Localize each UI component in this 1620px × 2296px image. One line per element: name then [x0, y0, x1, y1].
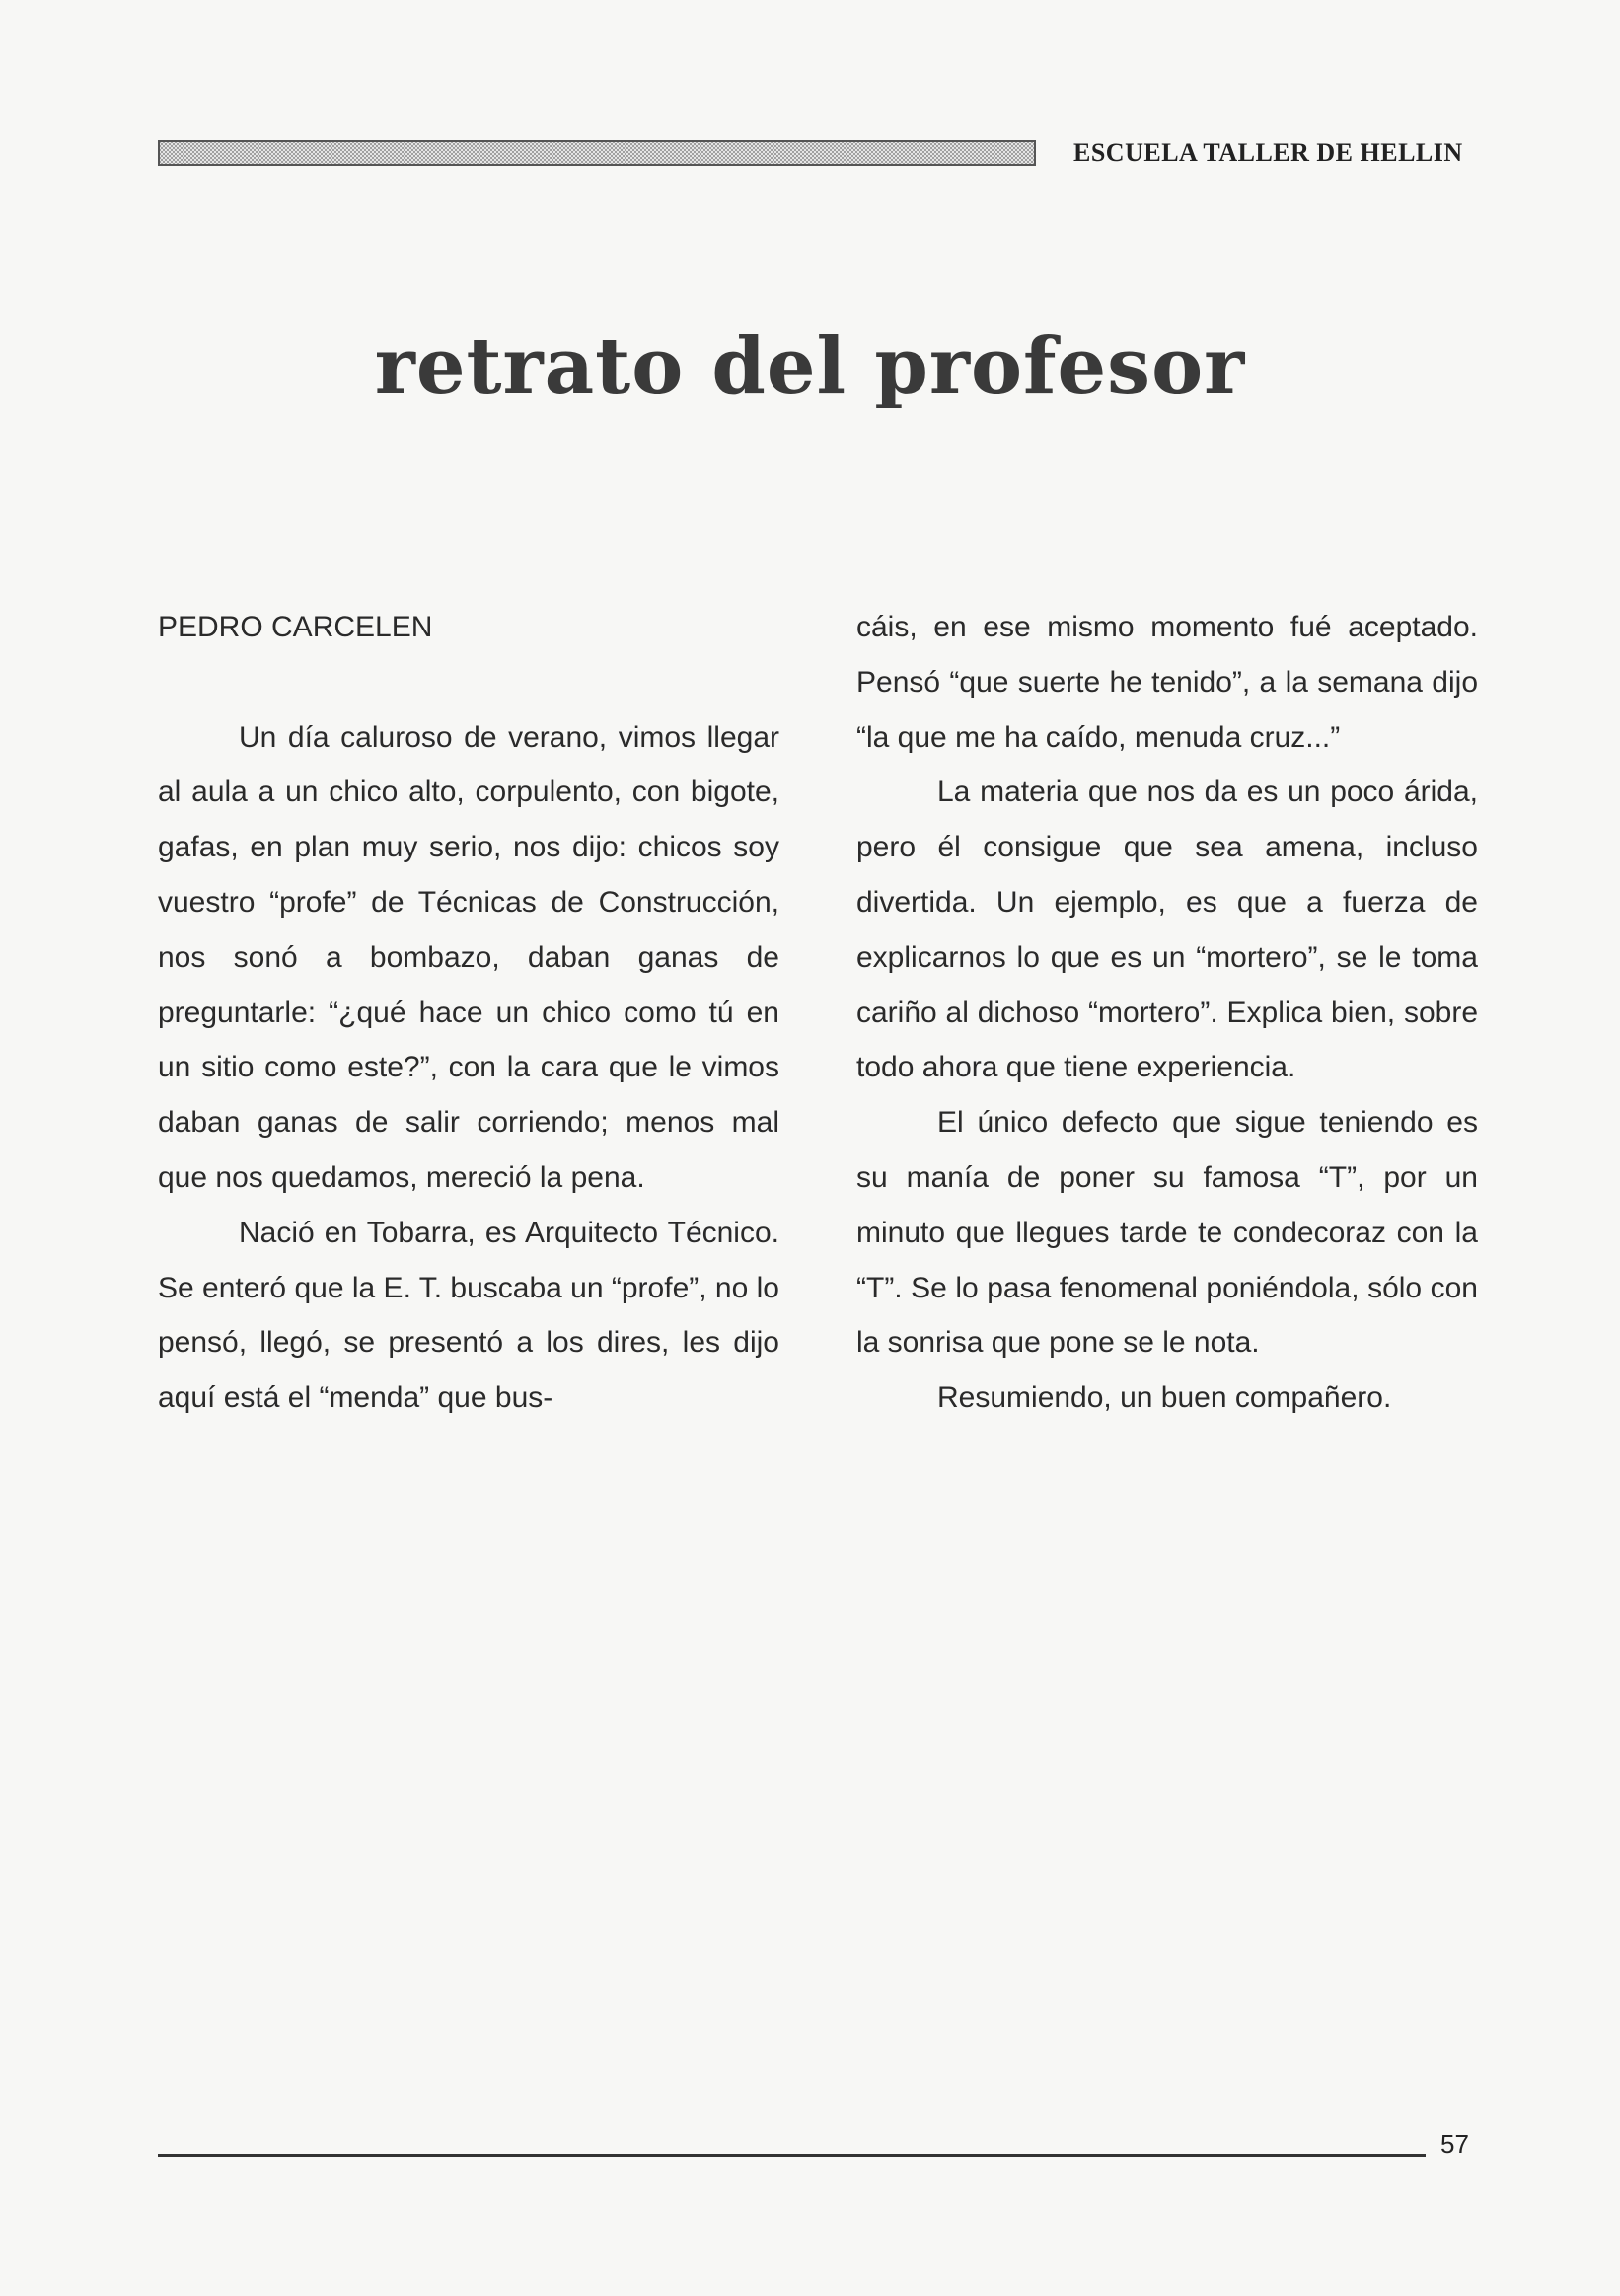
- paragraph-continuation: cáis, en ese mismo momento fué aceptado. Pensó “que suerte he tenido”, a la semana dijo “la que me ha caído, menuda cruz...”: [856, 611, 1478, 754]
- article-author: PEDRO CARCELEN: [158, 611, 433, 643]
- paragraph: El único defecto que sigue teniendo es su manía de poner su famosa “T”, por un minuto que llegues tarde te condecoraz con la “T”. Se lo pasa fenomenal poniéndola, sólo con la sonrisa que pone se le nota.: [856, 1106, 1478, 1360]
- article-title: retrato del profesor: [374, 322, 1246, 411]
- paragraph: Nació en Tobarra, es Arquitecto Técnico. Se enteró que la E. T. buscaba un “profe”, no lo pensó, llegó, se presentó a los dires, les dijo aquí está el “menda” que bus-: [158, 1216, 779, 1415]
- paragraph: La materia que nos da es un poco árida, pero él consigue que sea amena, incluso divertida. Un ejemplo, es que a fuerza de explicarnos lo que es un “mortero”, se le toma cariño al dichoso “mortero”. Explica bien, sobre todo ahora que tiene experiencia.: [856, 776, 1478, 1084]
- header-title: ESCUELA TALLER DE HELLIN: [1073, 138, 1463, 167]
- left-column: [158, 600, 779, 1426]
- right-column: [856, 600, 1478, 1426]
- page-number: 57: [1440, 2129, 1469, 2159]
- header-pattern-bar: [158, 140, 1036, 166]
- paragraph: Resumiendo, un buen compañero.: [937, 1381, 1392, 1415]
- footer-rule: [158, 2154, 1426, 2157]
- paragraph: Un día caluroso de verano, vimos llegar al aula a un chico alto, corpulento, con bigote, gafas, en plan muy serio, nos dijo: chicos soy vuestro “profe” de Técnicas de Construcción, nos sonó a bombazo, daban ganas de preguntarle: “¿qué hace un chico como tú en un sitio como este?”, con la cara que le vimos daban ganas de salir corriendo; menos mal que nos quedamos, mereció la pena.: [158, 720, 779, 1194]
